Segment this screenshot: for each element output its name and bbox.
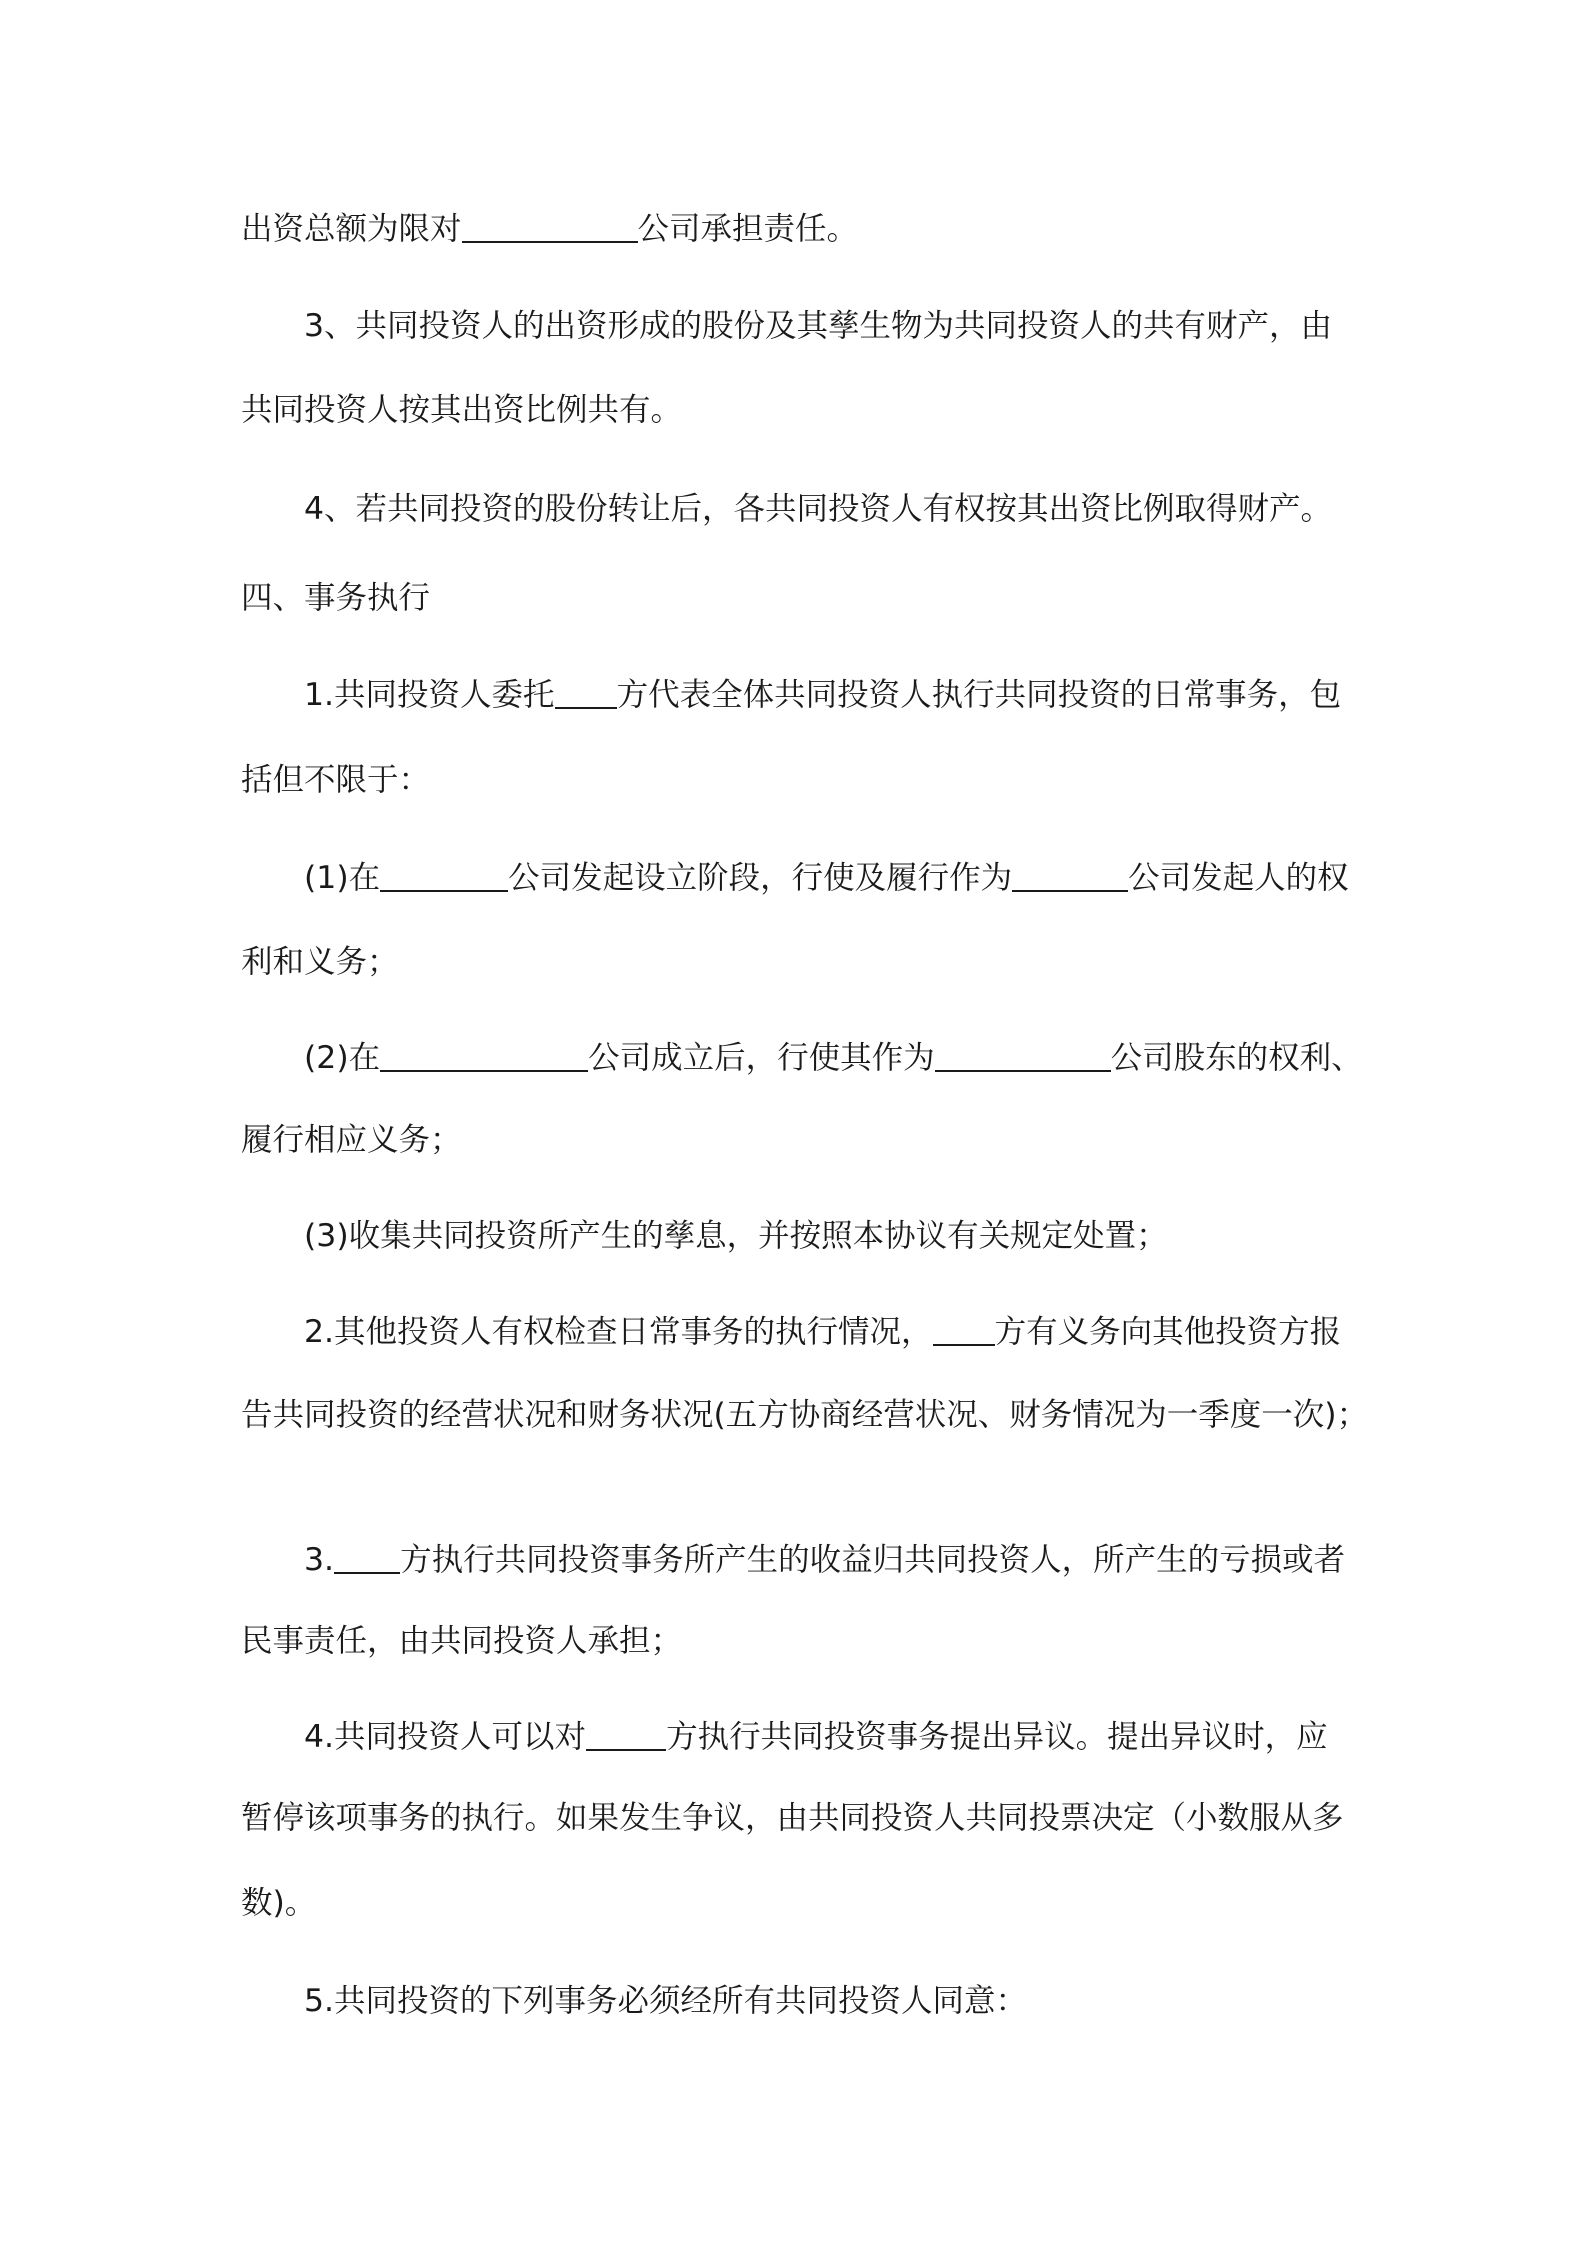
line-text: 1.共同投资人委托 — [304, 677, 555, 713]
paragraph-line-9 — [241, 937, 399, 987]
paragraph-line-20 — [304, 1976, 1027, 2026]
line-text: 2.其他投资人有权检查日常事务的执行情况， — [304, 1314, 933, 1350]
paragraph-line-1 — [241, 204, 858, 254]
paragraph-line-11 — [241, 1115, 462, 1165]
line-text: 5.共同投资的下列事务必须经所有共同投资人同意： — [304, 1983, 1028, 2019]
line-text: 公司股东的权利、 — [1110, 1040, 1363, 1076]
line-text: 数)。 — [241, 1885, 317, 1921]
fill-in-blank — [935, 1036, 1111, 1072]
paragraph-line-17 — [304, 1712, 1328, 1762]
line-text: 方执行共同投资事务提出异议。提出异议时，应 — [666, 1719, 1328, 1755]
line-text: 3. — [304, 1542, 335, 1578]
paragraph-line-8 — [304, 853, 1349, 903]
line-text: 4、若共同投资的股份转让后，各共同投资人有权按其出资比例取得财产。 — [304, 491, 1333, 527]
line-text: 暂停该项事务的执行。如果发生争议，由共同投资人共同投票决定（小数服从多 — [241, 1800, 1344, 1836]
paragraph-line-15 — [304, 1535, 1345, 1585]
line-text: 履行相应义务； — [241, 1122, 462, 1158]
line-text: 方代表全体共同投资人执行共同投资的日常事务，包 — [616, 677, 1342, 713]
paragraph-line-19 — [241, 1878, 316, 1928]
line-text: 方有义务向其他投资方报 — [994, 1314, 1342, 1350]
fill-in-blank — [1012, 856, 1128, 892]
paragraph-line-3 — [241, 385, 682, 435]
paragraph-line-4 — [304, 484, 1332, 534]
paragraph-line-13 — [304, 1307, 1341, 1357]
paragraph-line-6 — [304, 670, 1341, 720]
line-text: 方执行共同投资事务所产生的收益归共同投资人，所产生的亏损或者 — [400, 1542, 1346, 1578]
line-text: 公司发起人的权 — [1128, 860, 1349, 896]
fill-in-blank — [380, 1036, 588, 1072]
fill-in-blank — [462, 207, 638, 243]
paragraph-line-16 — [241, 1616, 682, 1666]
line-text: 公司发起设立阶段，行使及履行作为 — [508, 860, 1013, 896]
paragraph-line-12 — [304, 1211, 1168, 1261]
line-text: 公司成立后，行使其作为 — [588, 1040, 935, 1076]
line-text: 告共同投资的经营状况和财务状况(五方协商经营状况、财务情况为一季度一次)； — [241, 1397, 1369, 1433]
paragraph-line-18 — [241, 1793, 1344, 1843]
line-text: 民事责任，由共同投资人承担； — [241, 1623, 683, 1659]
paragraph-line-2 — [304, 301, 1332, 351]
fill-in-blank — [586, 1715, 666, 1751]
fill-in-blank — [334, 1538, 400, 1574]
line-text: 3、共同投资人的出资形成的股份及其孳生物为共同投资人的共有财产，由 — [304, 308, 1333, 344]
section-heading — [241, 573, 430, 623]
line-text: 共同投资人按其出资比例共有。 — [241, 392, 683, 428]
line-text: 括但不限于： — [241, 762, 431, 798]
paragraph-line-7 — [241, 755, 430, 805]
line-text: 利和义务； — [241, 944, 399, 980]
fill-in-blank — [380, 856, 508, 892]
line-text: (3)收集共同投资所产生的孳息，并按照本协议有关规定处置； — [304, 1218, 1168, 1254]
heading-text: 四、事务执行 — [241, 580, 431, 616]
paragraph-line-14 — [241, 1390, 1368, 1440]
line-text: 公司承担责任。 — [637, 211, 859, 247]
line-text: 出资总额为限对 — [241, 211, 462, 247]
line-text: (2)在 — [304, 1040, 381, 1076]
fill-in-blank — [933, 1310, 995, 1346]
line-text: (1)在 — [304, 860, 381, 896]
paragraph-line-10 — [304, 1033, 1363, 1083]
fill-in-blank — [555, 673, 617, 709]
line-text: 4.共同投资人可以对 — [304, 1719, 587, 1755]
